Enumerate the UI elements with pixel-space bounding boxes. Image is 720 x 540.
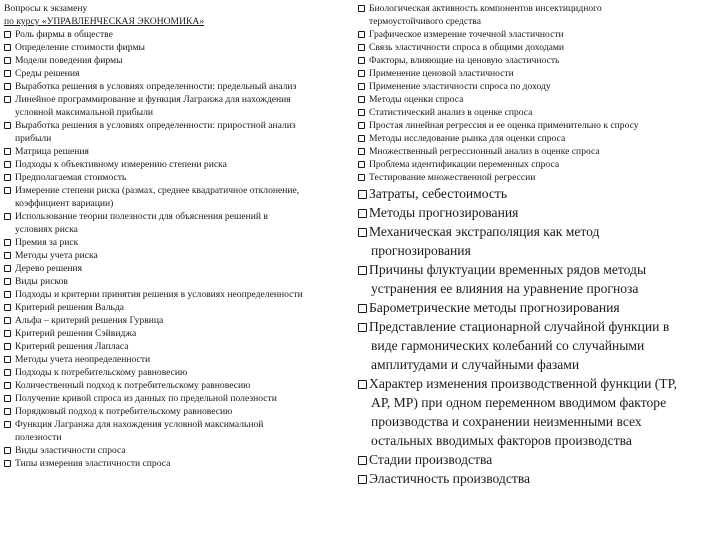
list-item-text: Подходы к потребительскому равновесию	[15, 367, 188, 378]
list-item-text: Виды рисков	[15, 276, 68, 287]
list-item	[358, 452, 492, 467]
list-item-text: Затраты, себестоимость	[369, 186, 508, 201]
list-item-continuation	[4, 224, 78, 235]
list-item-text: Виды эластичности спроса	[15, 445, 126, 456]
list-item-text: Матрица решения	[15, 146, 89, 157]
checkbox-bullet-icon	[4, 122, 11, 129]
list-item-text: термоустойчивого средства	[369, 16, 481, 27]
list-item-text: Методы оценки спроса	[369, 94, 464, 105]
list-item-continuation	[4, 16, 204, 27]
list-item-text: Методы прогнозирования	[369, 205, 519, 220]
list-item	[4, 289, 303, 300]
list-item-continuation	[358, 243, 471, 258]
list-item	[358, 471, 530, 486]
checkbox-bullet-icon	[4, 356, 11, 363]
list-item	[358, 205, 518, 220]
list-item	[358, 319, 669, 334]
list-item-text: Применение ценовой эластичности	[369, 68, 514, 79]
list-item	[4, 367, 187, 378]
list-item	[4, 120, 296, 131]
list-item	[4, 445, 126, 456]
list-item-text: Простая линейная регрессия и ее оценка применительно к спросу	[369, 120, 639, 131]
list-item-text: Роль фирмы в обществе	[15, 29, 113, 40]
list-item-text: Графическое измерение точечной эластичности	[369, 29, 564, 40]
checkbox-bullet-icon	[4, 421, 11, 428]
list-item	[358, 3, 602, 14]
list-item	[358, 262, 646, 277]
list-item-text: Причины флуктуации временных рядов методы	[369, 262, 647, 277]
list-item	[358, 146, 600, 157]
checkbox-bullet-icon	[4, 44, 11, 51]
list-item-text: Методы учета неопределенности	[15, 354, 151, 365]
list-item-text: Линейное программирование и функция Лагранжа для нахождения	[15, 94, 291, 105]
list-item-text: прибыли	[15, 133, 52, 144]
list-item-text: остальных вводимых факторов производства	[371, 433, 632, 448]
list-item	[358, 107, 532, 118]
list-item	[358, 172, 535, 183]
list-item-continuation	[358, 281, 638, 296]
list-item-text: Выработка решения в условиях определенности: предельный анализ	[15, 81, 297, 92]
list-item-text: прогнозирования	[371, 243, 471, 258]
list-item-continuation	[358, 433, 632, 448]
checkbox-bullet-icon	[4, 57, 11, 64]
checkbox-bullet-icon	[4, 148, 11, 155]
list-item-text: виде гармонических колебаний со случайными	[371, 338, 645, 353]
list-item	[4, 406, 232, 417]
checkbox-bullet-icon	[358, 109, 365, 116]
list-item-continuation	[358, 395, 666, 410]
checkbox-bullet-icon	[358, 174, 365, 181]
checkbox-bullet-icon	[4, 330, 11, 337]
list-item	[4, 393, 277, 404]
checkbox-bullet-icon	[4, 161, 11, 168]
list-item-text: Премия за риск	[15, 237, 79, 248]
list-item-text: условиях риска	[15, 224, 78, 235]
list-item-text: Тестирование множественной регрессии	[369, 172, 536, 183]
checkbox-bullet-icon	[358, 228, 367, 237]
list-item-text: Подходы к объективному измерению степени риска	[15, 159, 227, 170]
list-item-text: Функция Лагранжа для нахождения условной максимальной	[15, 419, 264, 430]
list-item-text: условной максимальной прибыли	[15, 107, 153, 118]
list-item	[4, 55, 123, 66]
list-item	[358, 81, 551, 92]
list-item-text: Множественный регрессионный анализ в оценке спроса	[369, 146, 600, 157]
list-item	[4, 94, 291, 105]
list-item-continuation	[358, 357, 579, 372]
list-item	[358, 94, 463, 105]
checkbox-bullet-icon	[4, 83, 11, 90]
list-item-text: по курсу «УПРАВЛЕНЧЕСКАЯ ЭКОНОМИКА»	[4, 16, 205, 27]
list-item	[4, 237, 78, 248]
list-item	[4, 81, 296, 92]
list-item-text: Статистический анализ в оценке спроса	[369, 107, 533, 118]
list-item	[358, 42, 564, 53]
checkbox-bullet-icon	[4, 213, 11, 220]
checkbox-bullet-icon	[358, 475, 367, 484]
list-item-text: Модели поведения фирмы	[15, 55, 123, 66]
list-item-continuation	[358, 16, 481, 27]
list-item-text: Стадии производства	[369, 452, 493, 467]
list-item-continuation	[4, 107, 153, 118]
checkbox-bullet-icon	[358, 135, 365, 142]
checkbox-bullet-icon	[358, 148, 365, 155]
list-item	[358, 55, 559, 66]
checkbox-bullet-icon	[4, 460, 11, 467]
checkbox-bullet-icon	[358, 96, 365, 103]
list-item	[4, 146, 89, 157]
list-item-text: Биологическая активность компонентов инсектицидного	[369, 3, 602, 14]
checkbox-bullet-icon	[4, 395, 11, 402]
checkbox-bullet-icon	[4, 31, 11, 38]
list-item-text: Барометрические методы прогнозирования	[369, 300, 620, 315]
checkbox-bullet-icon	[4, 382, 11, 389]
list-item-text: Использование теории полезности для объяснения решений в	[15, 211, 268, 222]
list-item	[4, 302, 124, 313]
list-item	[358, 159, 559, 170]
list-item-continuation	[358, 338, 644, 353]
checkbox-bullet-icon	[4, 239, 11, 246]
checkbox-bullet-icon	[4, 265, 11, 272]
list-item-text: Методы учета риска	[15, 250, 98, 261]
checkbox-bullet-icon	[358, 190, 367, 199]
list-item-text: Критерий решения Вальда	[15, 302, 125, 313]
list-item	[4, 172, 126, 183]
list-item	[4, 315, 163, 326]
checkbox-bullet-icon	[4, 252, 11, 259]
list-item-text: Характер изменения производственной функции (TP,	[369, 376, 678, 391]
list-item-text: Применение эластичности спроса по доходу	[369, 81, 551, 92]
list-item-text: Эластичность производства	[369, 471, 531, 486]
checkbox-bullet-icon	[358, 122, 365, 129]
list-item-text: Получение кривой спроса из данных по предельной полезности	[15, 393, 277, 404]
checkbox-bullet-icon	[4, 317, 11, 324]
list-item-text: устранения ее влияния на уравнение прогноза	[371, 281, 639, 296]
list-item	[4, 42, 145, 53]
list-item	[4, 341, 128, 352]
checkbox-bullet-icon	[358, 209, 367, 218]
checkbox-bullet-icon	[4, 70, 11, 77]
list-item-text: коэффициент вариации)	[15, 198, 114, 209]
list-item-text: Представление стационарной случайной функции в	[369, 319, 670, 334]
list-item-text: Подходы и критерии принятия решения в условиях неопределенности	[15, 289, 303, 300]
list-item	[4, 380, 250, 391]
list-item-text: Типы измерения эластичности спроса	[15, 458, 171, 469]
list-item	[4, 250, 98, 261]
checkbox-bullet-icon	[358, 57, 365, 64]
checkbox-bullet-icon	[358, 456, 367, 465]
list-item-text: Альфа – критерий решения Гурвица	[15, 315, 164, 326]
list-item-text: Вопросы к экзамену	[4, 3, 88, 14]
checkbox-bullet-icon	[4, 408, 11, 415]
list-item-text: амплитудами и случайными фазами	[371, 357, 580, 372]
checkbox-bullet-icon	[358, 31, 365, 38]
checkbox-bullet-icon	[358, 266, 367, 275]
list-item	[358, 133, 565, 144]
list-item	[4, 211, 268, 222]
checkbox-bullet-icon	[358, 5, 365, 12]
list-item	[358, 120, 639, 131]
list-item-text: Предполагаемая стоимость	[15, 172, 127, 183]
list-item-text: Факторы, влияющие на ценовую эластичность	[369, 55, 560, 66]
list-item-text: Критерий решения Лапласа	[15, 341, 129, 352]
list-item	[4, 263, 82, 274]
list-item-text: Методы исследование рынка для оценки спроса	[369, 133, 566, 144]
checkbox-bullet-icon	[4, 369, 11, 376]
checkbox-bullet-icon	[4, 96, 11, 103]
list-item	[4, 458, 170, 469]
list-item-text: Проблема идентификации переменных спроса	[369, 159, 560, 170]
checkbox-bullet-icon	[358, 161, 365, 168]
checkbox-bullet-icon	[4, 343, 11, 350]
list-item	[358, 186, 507, 201]
list-item	[358, 224, 599, 239]
list-item-continuation	[4, 3, 87, 14]
list-item-continuation	[4, 133, 51, 144]
list-item	[4, 185, 299, 196]
checkbox-bullet-icon	[4, 187, 11, 194]
list-item-text: Количественный подход к потребительскому равновесию	[15, 380, 251, 391]
list-item	[4, 29, 113, 40]
list-item	[358, 376, 677, 391]
checkbox-bullet-icon	[4, 447, 11, 454]
list-item-continuation	[358, 414, 642, 429]
checkbox-bullet-icon	[358, 70, 365, 77]
list-item-text: Порядковый подход к потребительскому равновесию	[15, 406, 233, 417]
checkbox-bullet-icon	[358, 380, 367, 389]
list-item-text: Среды решения	[15, 68, 80, 79]
list-item-continuation	[4, 432, 62, 443]
list-item-text: производства и сохранении неизменными всех	[371, 414, 642, 429]
list-item-text: полезности	[15, 432, 62, 443]
list-item-continuation	[4, 198, 113, 209]
checkbox-bullet-icon	[4, 278, 11, 285]
list-item	[358, 68, 514, 79]
checkbox-bullet-icon	[358, 83, 365, 90]
checkbox-bullet-icon	[358, 44, 365, 51]
checkbox-bullet-icon	[358, 304, 367, 313]
list-item-text: Измерение степени риска (размах, среднее квадратичное отклонение,	[15, 185, 300, 196]
list-item-text: Связь эластичности спроса в общими доходами	[369, 42, 565, 53]
list-item	[358, 29, 564, 40]
checkbox-bullet-icon	[4, 291, 11, 298]
list-item-text: Критерий решения Сэйвиджа	[15, 328, 137, 339]
list-item-text: Определение стоимости фирмы	[15, 42, 145, 53]
list-item-text: Механическая экстраполяция как метод	[369, 224, 600, 239]
checkbox-bullet-icon	[4, 304, 11, 311]
list-item-text: AP, MP) при одном переменном вводимом факторе	[371, 395, 667, 410]
list-item	[4, 419, 263, 430]
checkbox-bullet-icon	[358, 323, 367, 332]
checkbox-bullet-icon	[4, 174, 11, 181]
list-item	[4, 159, 227, 170]
list-item-text: Выработка решения в условиях определенности: приростной анализ	[15, 120, 296, 131]
list-item	[4, 354, 150, 365]
list-item-text: Дерево решения	[15, 263, 83, 274]
list-item	[4, 68, 79, 79]
list-item	[4, 276, 68, 287]
list-item	[358, 300, 620, 315]
list-item	[4, 328, 136, 339]
